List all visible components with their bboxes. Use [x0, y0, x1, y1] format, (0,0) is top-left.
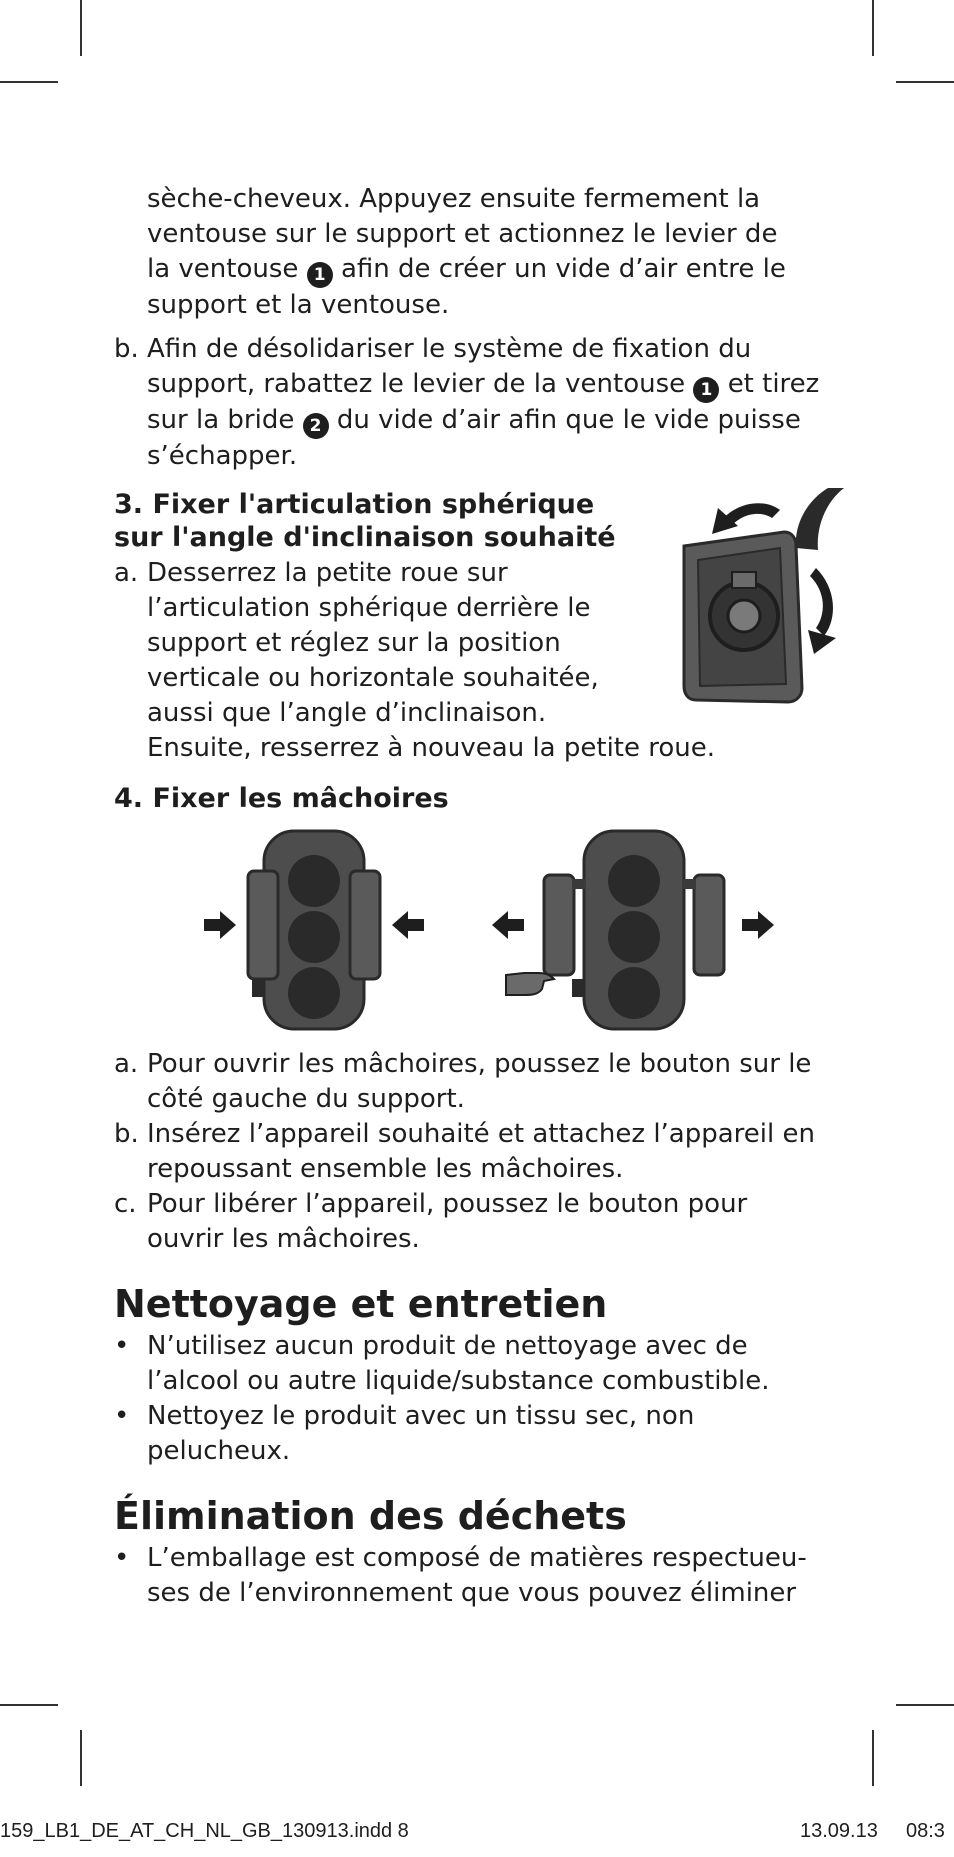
- jaws-illustration: [114, 823, 844, 1039]
- section-4-heading: 4. Fixer les mâchoires: [114, 783, 449, 814]
- step-b-text: et tirez: [727, 369, 820, 399]
- step-a-line: Desserrez la petite roue sur: [147, 558, 508, 588]
- footer-time: 08:3: [906, 1820, 945, 1842]
- step-b-line: [147, 403, 844, 439]
- holder-disc: [608, 967, 660, 1019]
- holder-disc: [288, 911, 340, 963]
- section-4-list: [114, 1047, 844, 1257]
- step-b-line: s’échapper.: [147, 441, 298, 471]
- section-3-heading: 3. Fixer l'articulation sphérique: [114, 489, 595, 520]
- release-button: [252, 979, 264, 997]
- crop-mark-top-right-v: [872, 0, 874, 56]
- holder-disc: [608, 911, 660, 963]
- arrow-left-icon: [392, 911, 424, 939]
- bullet-icon: •: [114, 1331, 130, 1361]
- step-a-label: a.: [114, 558, 139, 588]
- step-b-line: [147, 367, 844, 403]
- intro-paragraph: [114, 182, 844, 323]
- step-b-label: b.: [114, 334, 139, 364]
- crop-mark-bottom-right-v: [872, 1730, 874, 1786]
- marker-1-icon: 1: [307, 262, 333, 288]
- bullet-line: N’utilisez aucun produit de nettoyage avec de: [147, 1331, 748, 1361]
- crop-mark-bottom-left-v: [80, 1730, 82, 1786]
- gooseneck-arm: [796, 488, 844, 550]
- holder-disc: [288, 855, 340, 907]
- list-item-line: Insérez l’appareil souhaité et attachez l’appareil en: [147, 1119, 815, 1149]
- step-a-line: aussi que l’angle d’inclinaison.: [147, 698, 547, 728]
- marker-2-icon: 2: [303, 413, 329, 439]
- list-item-label: b.: [114, 1119, 139, 1149]
- bullet-line: Nettoyez le produit avec un tissu sec, non: [147, 1401, 695, 1431]
- crop-mark-bottom-right-h: [896, 1704, 954, 1706]
- jaw-left: [248, 871, 278, 979]
- mount-tab: [732, 572, 756, 588]
- disposal-heading: Élimination des déchets: [114, 1494, 627, 1538]
- pointing-hand-icon: [506, 973, 554, 995]
- step-b-text: sur la bride: [147, 405, 295, 435]
- bullet-line: l’alcool ou autre liquide/substance combustible.: [147, 1366, 770, 1396]
- footer-file: 159_LB1_DE_AT_CH_NL_GB_130913.indd 8: [0, 1820, 409, 1842]
- intro-line: support et la ventouse.: [147, 290, 450, 320]
- cleaning-section: [114, 1281, 844, 1469]
- cleaning-bullet: [114, 1329, 844, 1399]
- cleaning-bullet: [114, 1399, 844, 1469]
- jaw-left: [544, 875, 574, 975]
- list-item-line: côté gauche du support.: [147, 1084, 465, 1114]
- step-a-line: verticale ou horizontale souhaitée,: [147, 663, 599, 693]
- list-item-label: c.: [114, 1189, 137, 1219]
- step-a-line: Ensuite, resserrez à nouveau la petite roue.: [147, 733, 716, 763]
- jaw-bar: [682, 879, 696, 889]
- crop-mark-bottom-left-h: [0, 1704, 58, 1706]
- intro-text: la ventouse: [147, 254, 299, 284]
- step-b-text: du vide d’air afin que le vide puisse: [336, 405, 801, 435]
- step-b: [114, 332, 844, 474]
- rotate-arrow-right-icon: [810, 568, 833, 636]
- ball-joint-center: [728, 600, 760, 632]
- list-item-line: repoussant ensemble les mâchoires.: [147, 1154, 624, 1184]
- ball-joint-illustration: [676, 488, 846, 710]
- arrow-left-icon: [492, 911, 524, 939]
- list-item-line: ouvrir les mâchoires.: [147, 1224, 420, 1254]
- crop-mark-top-left-h: [0, 81, 58, 83]
- step-b-line: Afin de désolidariser le système de fixation du: [147, 334, 752, 364]
- step-b-text: support, rabattez le levier de la ventouse: [147, 369, 686, 399]
- holder-disc: [288, 967, 340, 1019]
- step-a-line: l’articulation sphérique derrière le: [147, 593, 591, 623]
- cleaning-heading: Nettoyage et entretien: [114, 1282, 608, 1326]
- bullet-icon: •: [114, 1543, 130, 1573]
- holder-disc: [608, 855, 660, 907]
- holder-open: [492, 831, 774, 1029]
- intro-line: [147, 252, 844, 288]
- section-3-heading: sur l'angle d'inclinaison souhaité: [114, 522, 616, 553]
- section-3: [114, 488, 844, 766]
- intro-text: afin de créer un vide d’air entre le: [340, 254, 786, 284]
- jaw-right: [694, 875, 724, 975]
- list-item-line: Pour ouvrir les mâchoires, poussez le bouton sur le: [147, 1049, 812, 1079]
- disposal-bullet: [114, 1541, 844, 1611]
- bullet-line: pelucheux.: [147, 1436, 291, 1466]
- jaw-bar: [572, 879, 586, 889]
- bullet-icon: •: [114, 1401, 130, 1431]
- bullet-line: L’emballage est composé de matières respectueu-: [147, 1543, 807, 1573]
- section-4: [114, 782, 844, 1257]
- arrow-right-icon: [742, 911, 774, 939]
- jaw-right: [350, 871, 380, 979]
- intro-line: ventouse sur le support et actionnez le levier de: [147, 219, 778, 249]
- list-item-line: Pour libérer l’appareil, poussez le bouton pour: [147, 1189, 748, 1219]
- disposal-section: [114, 1493, 844, 1611]
- step-a-line: support et réglez sur la position: [147, 628, 561, 658]
- release-button: [572, 979, 584, 997]
- list-item: [114, 1187, 844, 1257]
- holder-closed: [204, 831, 424, 1029]
- list-item: [114, 1047, 844, 1117]
- bullet-line: ses de l’environnement que vous pouvez éliminer: [147, 1578, 797, 1608]
- page-content: [114, 182, 844, 1611]
- marker-1-icon: 1: [693, 377, 719, 403]
- footer-date: 13.09.13: [800, 1820, 878, 1842]
- crop-mark-top-right-h: [896, 81, 954, 83]
- crop-mark-top-left-v: [80, 0, 82, 56]
- list-item: [114, 1117, 844, 1187]
- intro-line: sèche-cheveux. Appuyez ensuite fermement la: [147, 184, 761, 214]
- arrow-right-icon: [204, 911, 236, 939]
- list-item-label: a.: [114, 1049, 139, 1079]
